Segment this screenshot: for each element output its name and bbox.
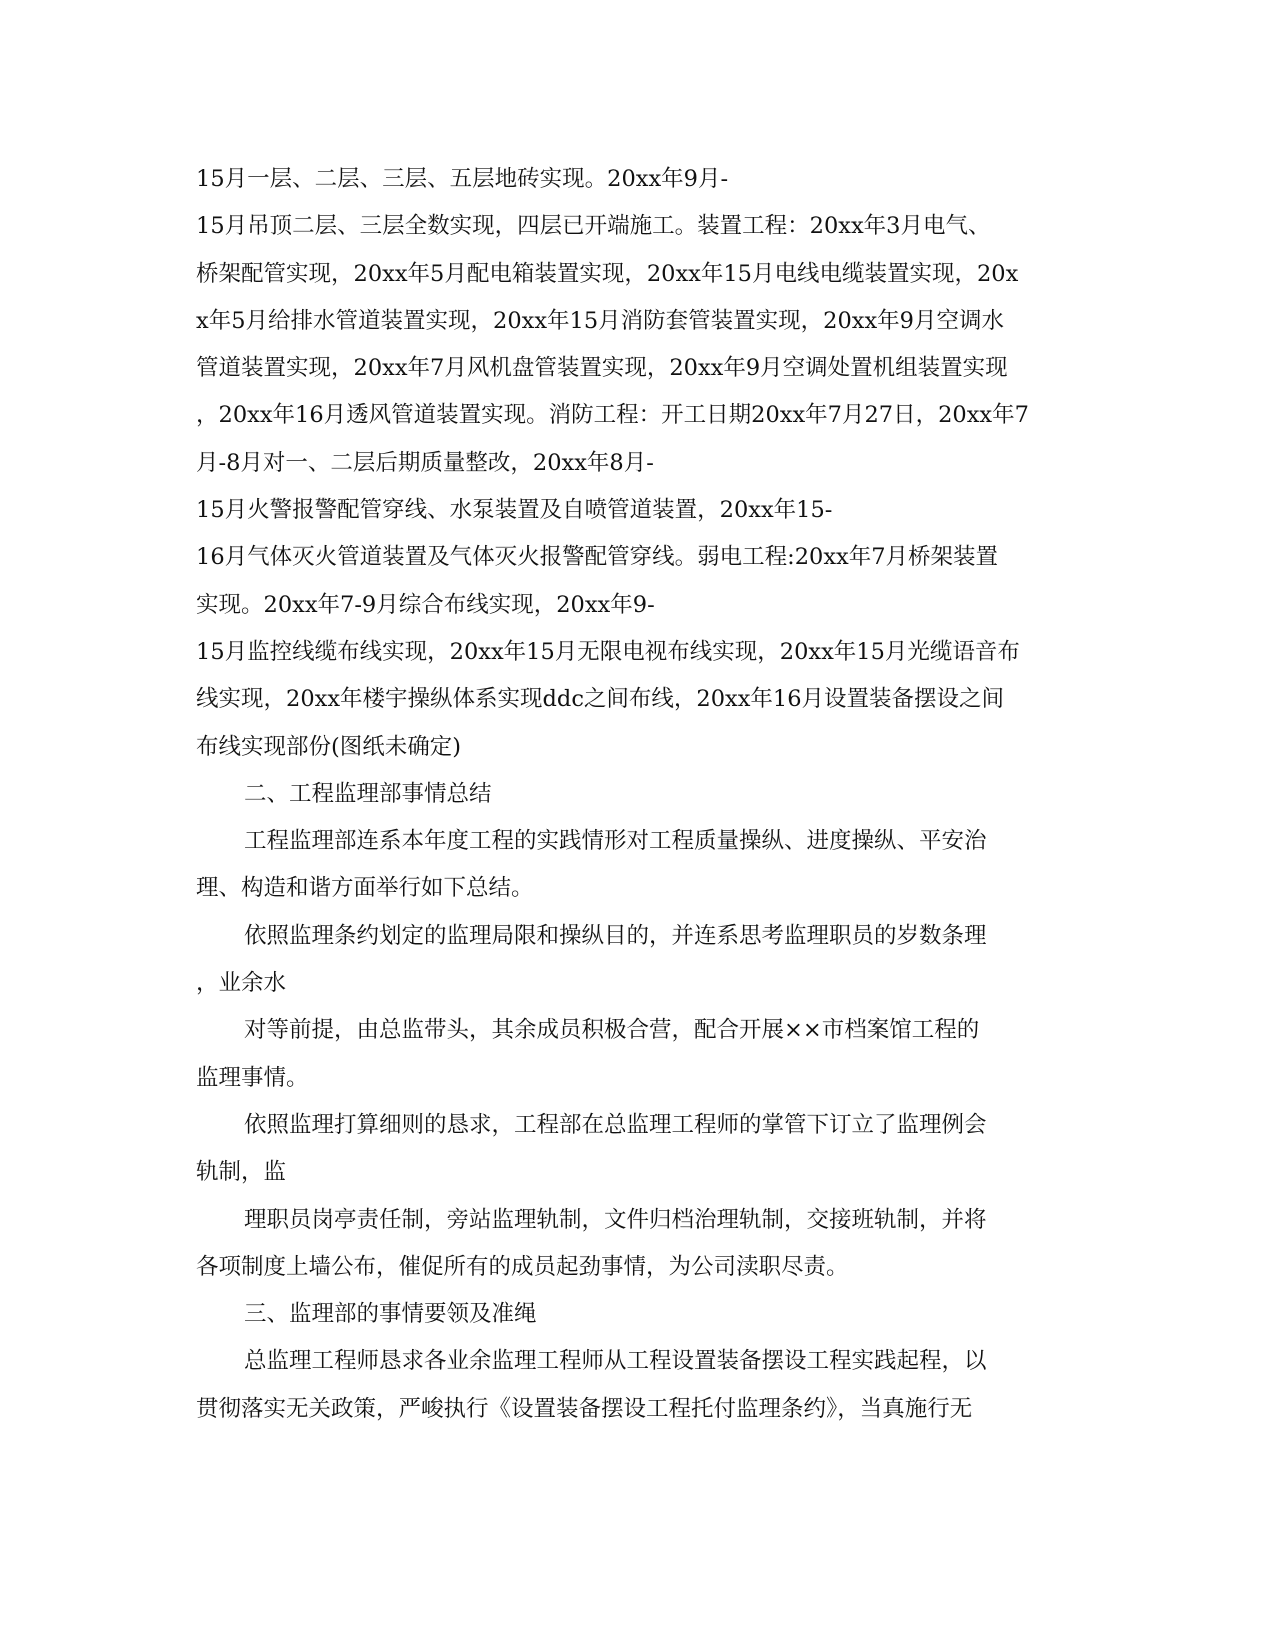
text-line: 对等前提，由总监带头，其余成员积极合营，配合开展××市档案馆工程的 [244, 1017, 980, 1044]
text-line: 工程监理部连系本年度工程的实践情形对工程质量操纵、进度操纵、平安治 [244, 828, 987, 855]
text-line: ，20xx年16月透风管道装置实现。消防工程：开工日期20xx年7月27日，20xx年7 [196, 402, 1029, 429]
text-line: 线实现，20xx年楼宇操纵体系实现ddc之间布线，20xx年16月设置装备摆设之间 [196, 686, 1005, 713]
text-line: 布线实现部份(图纸未确定) [196, 733, 462, 760]
text-line: 15月一层、二层、三层、五层地砖实现。20xx年9月- [196, 166, 729, 192]
text-line: 月-8月对一、二层后期质量整改，20xx年8月- [196, 449, 654, 476]
text-line: 依照监理打算细则的恳求，工程部在总监理工程师的掌管下订立了监理例会 [244, 1111, 987, 1138]
text-line: 贯彻落实无关政策，严峻执行《设置装备摆设工程托付监理条约》，当真施行无 [196, 1395, 973, 1422]
text-line: 依照监理条约划定的监理局限和操纵目的，并连系思考监理职员的岁数条理 [244, 922, 987, 949]
text-line: 管道装置实现，20xx年7月风机盘管装置实现，20xx年9月空调处置机组装置实现 [196, 355, 1008, 382]
text-line: 二、工程监理部事情总结 [244, 780, 492, 807]
text-line: 各项制度上墙公布，催促所有的成员起劲事情，为公司渎职尽责。 [196, 1253, 849, 1280]
text-line: 三、监理部的事情要领及准绳 [244, 1301, 537, 1328]
text-line: 实现。20xx年7-9月综合布线实现，20xx年9- [196, 591, 655, 618]
text-line: 16月气体灭火管道装置及气体灭火报警配管穿线。弱电工程:20xx年7月桥架装置 [196, 544, 999, 571]
text-line: 监理事情。 [196, 1064, 309, 1091]
text-line: x年5月给排水管道装置实现，20xx年15月消防套管装置实现，20xx年9月空调水 [196, 307, 1004, 334]
document-body [196, 156, 1076, 1433]
text-line: 15月火警报警配管穿线、水泵装置及自喷管道装置，20xx年15- [196, 497, 833, 524]
text-line: 15月监控线缆布线实现，20xx年15月无限电视布线实现，20xx年15月光缆语音布 [196, 638, 1020, 665]
text-line: 理、构造和谐方面举行如下总结。 [196, 875, 534, 902]
text-line: ，业余水 [196, 970, 287, 997]
text-line: 总监理工程师恳求各业余监理工程师从工程设置装备摆设工程实践起程，以 [244, 1348, 987, 1375]
text-line: 轨制，监 [196, 1159, 287, 1186]
text-line: 理职员岗亭责任制，旁站监理轨制，文件归档治理轨制，交接班轨制，并将 [244, 1206, 987, 1233]
text-line: 桥架配管实现，20xx年5月配电箱装置实现，20xx年15月电线电缆装置实现，20x [196, 260, 1019, 287]
text-line: 15月吊顶二层、三层全数实现，四层已开端施工。装置工程：20xx年3月电气、 [196, 213, 991, 240]
